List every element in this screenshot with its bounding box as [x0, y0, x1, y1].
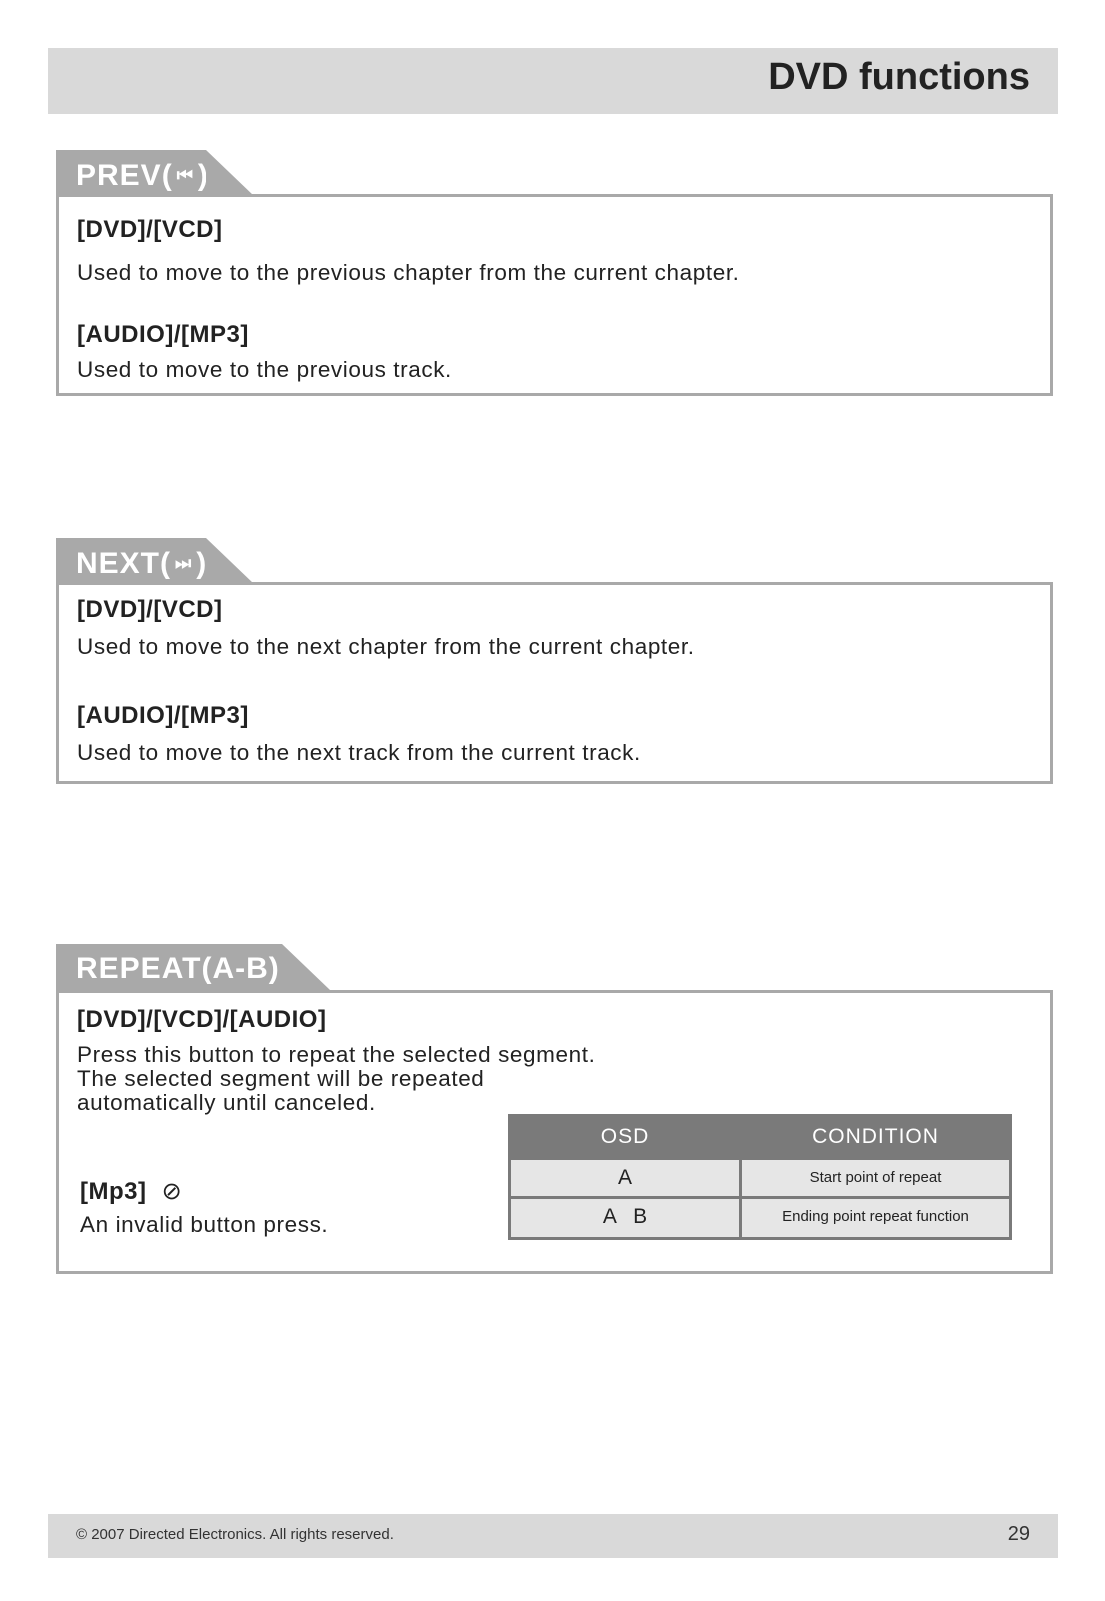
osd-condition-table — [508, 1114, 1012, 1240]
next-dvd-text: Used to move to the next chapter from the current chapter. — [77, 634, 695, 659]
prev-section-tab — [56, 150, 209, 196]
mp3-heading-label: [Mp3] — [80, 1178, 147, 1205]
condition-cell: Ending point repeat function — [742, 1199, 1009, 1237]
next-section-tab — [56, 538, 206, 584]
page-header — [48, 48, 1058, 114]
next-tab-close: ) — [196, 547, 208, 580]
mp3-text: An invalid button press. — [80, 1212, 329, 1237]
prev-tab-close: ) — [197, 159, 209, 192]
page-title: DVD functions — [768, 56, 1030, 98]
mp3-heading — [80, 1177, 182, 1206]
repeat-tab-label: REPEAT(A-B) — [76, 952, 280, 985]
prohibited-icon: ⊘ — [161, 1178, 183, 1205]
osd-cell: A B — [511, 1199, 739, 1237]
condition-cell: Start point of repeat — [742, 1160, 1009, 1196]
page-number: 29 — [1007, 1523, 1030, 1545]
prev-tab-label: PREV( — [76, 159, 173, 192]
page-footer — [48, 1514, 1058, 1558]
repeat-text-line-3: automatically until canceled. — [77, 1090, 376, 1115]
repeat-heading: [DVD]/[VCD]/[AUDIO] — [77, 1006, 327, 1033]
skip-previous-icon: ⏮ — [176, 165, 194, 185]
prev-dvd-text: Used to move to the previous chapter from the current chapter. — [77, 260, 740, 285]
prev-audio-heading: [AUDIO]/[MP3] — [77, 321, 249, 348]
next-audio-text: Used to move to the next track from the current track. — [77, 740, 641, 765]
next-dvd-heading: [DVD]/[VCD] — [77, 596, 223, 623]
prev-audio-text: Used to move to the previous track. — [77, 357, 452, 382]
prev-dvd-heading: [DVD]/[VCD] — [77, 216, 223, 243]
copyright-text: © 2007 Directed Electronics. All rights reserved. — [76, 1526, 394, 1543]
next-audio-heading: [AUDIO]/[MP3] — [77, 702, 249, 729]
skip-next-icon: ⏭ — [175, 553, 193, 573]
osd-cell: A — [511, 1160, 739, 1196]
repeat-section-tab — [56, 944, 282, 990]
next-tab-label: NEXT( — [76, 547, 171, 580]
repeat-text-line-2: The selected segment will be repeated — [77, 1066, 485, 1091]
condition-column-header: CONDITION — [742, 1117, 1009, 1157]
repeat-text-line-1: Press this button to repeat the selected segment. — [77, 1042, 596, 1067]
osd-column-header: OSD — [511, 1117, 739, 1157]
